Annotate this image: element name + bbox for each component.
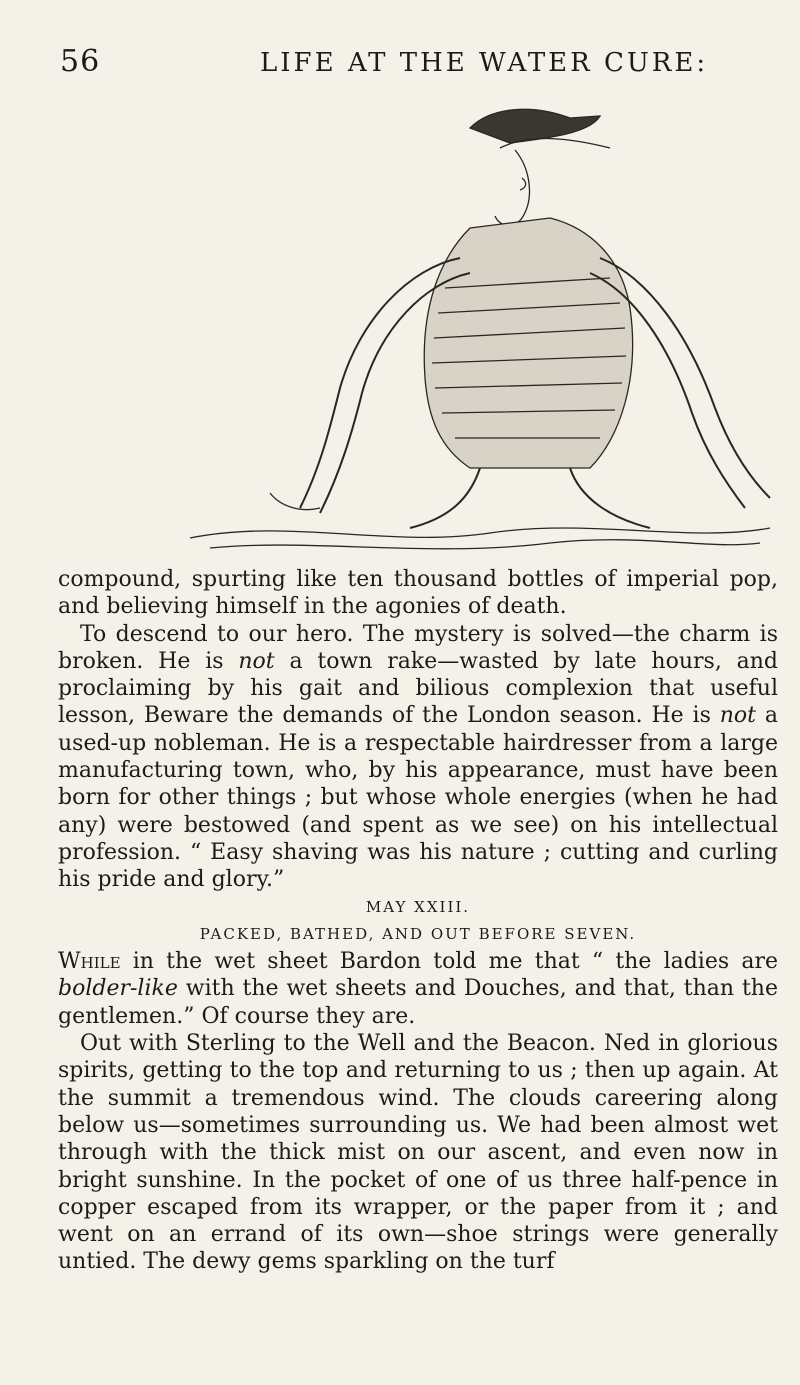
page-header xyxy=(60,44,760,84)
engraving-figure-with-coattails-icon xyxy=(170,88,780,558)
paragraph-2-emphasis-2: not xyxy=(719,703,757,729)
paragraph-4: Out with Sterling to the Well and the Beacon. Ned in glorious spirits, getting to the top and returning to us ; then up again. At the summit a tremendous wind. The clouds careering along below us—sometimes surrounding us. We had been almost wet through with the thick mist on our ascent, and even now in bright sunshine. In the pocket of one of us three half-pence in copper escaped from its wrapper, or the paper from it ; and went on an errand of its own—shoe strings were generally untied. The dewy gems sparkling on the turf xyxy=(58,1031,778,1275)
paragraph-3-lead: While xyxy=(58,949,121,975)
paragraph-1: compound, spurting like ten thousand bottles of imperial pop, and believing himself in the agonies of death. xyxy=(58,567,778,620)
paragraph-3-emphasis: bolder-like xyxy=(58,976,178,1002)
paragraph-2-part-1: To descend to our hero. The mystery is solved—the charm is broken. He is xyxy=(58,621,778,674)
page-number: 56 xyxy=(60,44,101,79)
page-body xyxy=(58,566,778,1276)
paragraph-2-part-3: a used-up nobleman. He is a respectable hairdresser from a large manufacturing town, who, by his appearance, must have been born for other things ; but whose whole energies (when he had any) were bestowed (and spent as we see) on his intellectual profession. “ Easy shaving was his nature ; cutting and curling his pride and glory.” xyxy=(58,703,779,893)
engraving-illustration xyxy=(170,88,780,558)
paragraph-3 xyxy=(58,948,778,1030)
paragraph-3-part-1: in the wet sheet Bardon told me that “ the ladies are xyxy=(120,949,778,975)
paragraph-2 xyxy=(58,621,778,894)
date-heading: MAY XXIII. xyxy=(365,897,471,916)
paragraph-2-emphasis-1: not xyxy=(238,648,275,674)
running-head: LIFE AT THE WATER CURE: xyxy=(260,48,709,78)
paragraph-3-part-2: with the wet sheets and Douches, and that, than the gentlemen.” Of course they are. xyxy=(58,976,778,1029)
section-subheading: PACKED, BATHED, AND OUT BEFORE SEVEN. xyxy=(199,924,637,943)
paragraph-2-part-2: a town rake—wasted by late hours, and proclaiming by his gait and bilious complexion that useful lesson, Beware the demands of the London season. He is xyxy=(58,648,779,729)
